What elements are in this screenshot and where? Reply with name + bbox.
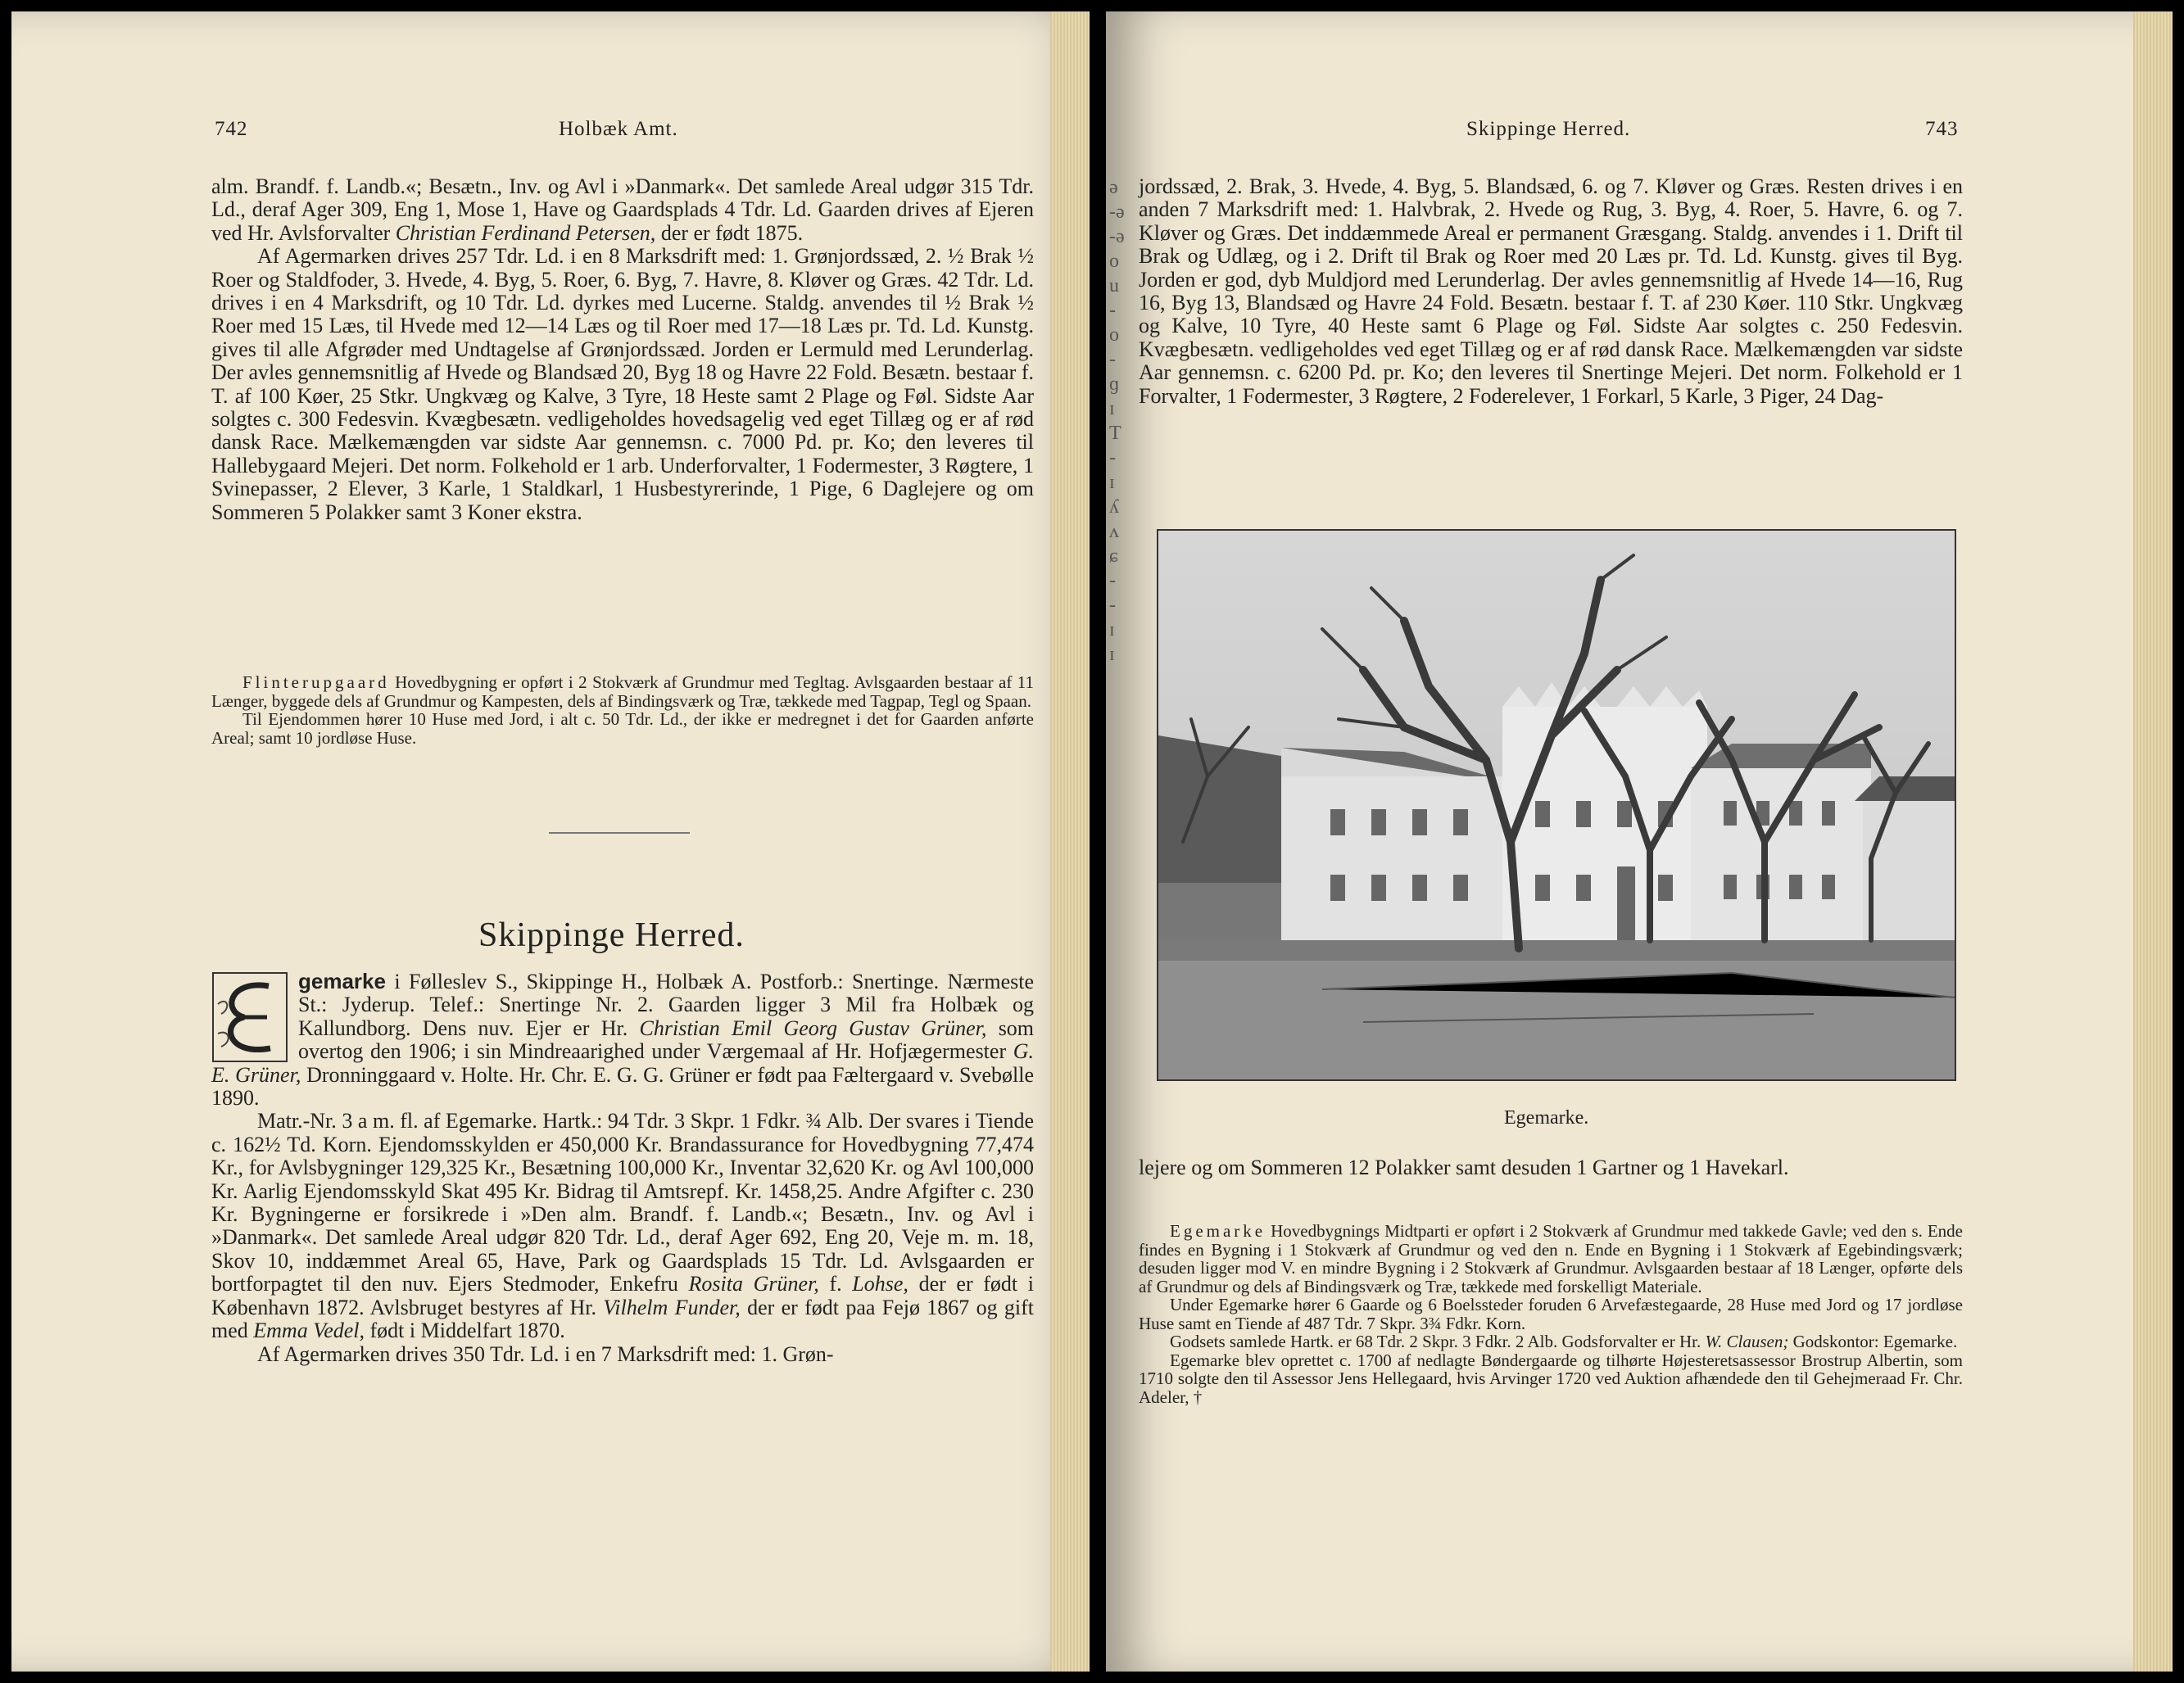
manor-photo-image xyxy=(1158,531,1955,1079)
page-edge-right xyxy=(2133,11,2173,1672)
dropcap-e-icon xyxy=(211,971,288,1063)
left-small-note-1: Flinterupgaard Hovedbygning er opført i 2 Stokværk af Grundmur med Tegltag. Avlsgaarden bestaar af 11 Længer, byggede dels af Grundmur og Kampesten, dels af Bindingsværk og Træ, tækkede med Tagpap, Tegl og Spaan. xyxy=(211,672,1035,711)
right-small-note-2: Under Egemarke hører 6 Gaarde og 6 Boelssteder foruden 6 Arvefæstegaarde, 28 Huse med Jord og 17 jordløse Huse samt en Tiende af 487 Tdr. 7 Skpr. 3¾ Fdkr. Korn. xyxy=(1139,1295,1963,1333)
right-body-bottom xyxy=(1139,1156,1963,1179)
bleed-through-marks: ə -ə -ə o u - o - ɡ ɪ T - ɪ ʎ ʌ ɕ - - ɪ ɪ xyxy=(1109,177,1125,665)
right-small-notes xyxy=(1139,1222,1963,1406)
page-number-left: 742 xyxy=(215,118,248,140)
left-body-entry xyxy=(211,970,1034,1366)
left-paragraph-1: alm. Brandf. f. Landb.«; Besætn., Inv. og Avl i »Danmark«. Det samlede Areal udgør 315 Tdr. Ld., deraf Ager 309, Eng 1, Mose 1, Have og Gaardsplads 4 Tdr. Ld. Gaarden drives af Ejeren ved Hr. Avlsforvalter Christian Ferdinand Petersen, der er født 1875. xyxy=(211,174,1034,245)
page-edge-left xyxy=(1050,11,1090,1672)
left-body-top xyxy=(211,175,1034,524)
section-divider xyxy=(549,832,690,834)
photo-caption: Egemarke. xyxy=(1504,1107,1589,1129)
left-paragraph-2: Af Agermarken drives 257 Tdr. Ld. i en 8 Marksdrift med: 1. Grønjordssæd, 2. ½ Brak ½ Roer og Staldfoder, 3. Hvede, 4. Byg, 5. Roer, 6. Byg, 7. Havre, 8. Kløver og Græs. 42 Tdr. Ld. drives i en 4 Marksdrift, og 10 Tdr. Ld. dyrkes med Lucerne. Staldg. anvendes til ½ Brak ½ Roer med 15 Læs, til Hvede med 12—14 Læs og til Roer med 17—18 Læs pr. Td. Ld. Kunstg. gives til alle Afgrøder med Undtagelse af Grønjordssæd. Jorden er Lermuld med Lerunderlag. Der avles gennemsnitlig af Hvede og Blandsæd 20, Byg 18 og Havre 22 Fold. Besætn. bestaar f. T. af 100 Køer, 25 Stkr. Ungkvæg og Kalve, 3 Tyre, 18 Heste samt 2 Plage og Føl. Sidste Aar solgtes c. 300 Fedesvin. Kvægbesætn. vedligeholdes hovedsagelig ved eget Tillæg og er af rød dansk Race. Mælkemængden var sidste Aar gennemsn. c. 7000 Pd. pr. Ko; den leveres til Hallebygaard Mejeri. Det norm. Folkehold er 1 arb. Underforvalter, 1 Fodermester, 3 Røgtere, 1 Svinepasser, 2 Elever, 3 Karle, 1 Staldkarl, 1 Husbestyrerinde, 1 Pige, 6 Daglejere og om Sommeren 5 Polakker samt 3 Koner ekstra. xyxy=(211,244,1034,524)
right-small-note-4: Egemarke blev oprettet c. 1700 af nedlagte Bøndergaarde og tilhørte Højesteretsassessor Brostrup Albertin, som 1710 solgte den til Assessor Jens Hellegaard, hvis Arvinger 1720 ved Auktion afhændede den til Gehejmeraad Fr. Chr. Adeler, † xyxy=(1139,1350,1963,1407)
egemarke-photo xyxy=(1157,529,1956,1081)
entry-egemarke: gemarke i Følleslev S., Skippinge H., Holbæk A. Postforb.: Snertinge. Nærmeste St.: Jyderup. Telef.: Snertinge Nr. 2. Gaarden ligger 3 Mil fra Holbæk og Kallundborg. Dens nuv. Ejer er Hr. Christian Emil Georg Gustav Grüner, som overtog den 1906; i sin Mindreaarighed under Værgemaal af Hr. Hofjægermester G. E. Grüner, Dronninggaard v. Holte. Hr. Chr. E. G. G. Grüner er født paa Fæltergaard v. Svebølle 1890. xyxy=(211,969,1035,1111)
left-small-notes xyxy=(211,673,1034,747)
right-body-top xyxy=(1139,175,1963,408)
left-small-note-2: Til Ejendommen hører 10 Huse med Jord, i alt c. 50 Tdr. Ld., der ikke er medregnet i det for Gaarden anførte Areal; samt 10 jordløse Huse. xyxy=(211,709,1034,748)
left-page xyxy=(11,11,1090,1672)
page-number-right: 743 xyxy=(1925,118,1959,140)
right-small-note-1: Egemarke Hovedbygnings Midtparti er opført i 2 Stokværk af Grundmur med takkede Gavle; ved den s. Ende findes en Bygning i 1 Stokværk af Grundmur og ved den n. Ende en Bygning i 1 Stokværk af Egebindingsværk; desuden ligger mod V. en mindre Bygning i 2 Stokværk af Grundmur. Avlsgaarden bestaar af 18 Længer, opførte dels af Grundmur og dels af Bindingsværk og Træ, tækkede med forskelligt Materiale. xyxy=(1139,1221,1963,1296)
right-paragraph-1: jordssæd, 2. Brak, 3. Hvede, 4. Byg, 5. Blandsæd, 6. og 7. Kløver og Græs. Resten drives i en anden 7 Marksdrift med: 1. Halvbrak, 2. Hvede og Rug, 3. Byg, 4. Roer, 5. Havre, 6. og 7. Kløver og Græs. Det inddæmmede Areal er permanent Græsgang. Staldg. anvendes i 1. Drift til Brak og Udlæg, og i 2. Drift til Brak og Roer med 20 Læs pr. Td. Ld. Kunstg. gives til Byg. Jorden er god, dyb Muldjord med Lerunderlag. Der avles gennemsnitlig af Hvede 14—16, Rug 16, Byg 13, Blandsæd og Havre 24 Fold. Besætn. bestaar f. T. af 230 Køer. 110 Stkr. Ungkvæg og Kalve, 10 Tyre, 40 Heste samt 6 Plage og Føl. Sidste Aar solgtes c. 250 Fedesvin. Kvægbesætn. vedligeholdes ved eget Tillæg og er af rød dansk Race. Mælkemængden var sidste Aar gennemsn. c. 6200 Pd. pr. Ko; den leveres til Snertinge Mejeri. Det norm. Folkehold er 1 Forvalter, 1 Fodermester, 3 Røgtere, 2 Foderelever, 1 Forkarl, 5 Karle, 3 Piger, 24 Dag- xyxy=(1139,174,1963,408)
running-head-left: Holbæk Amt. xyxy=(559,118,678,140)
right-small-note-3: Godsets samlede Hartk. er 68 Tdr. 2 Skpr. 3 Fdkr. 2 Alb. Godsforvalter er Hr. W. Clausen; Godskontor: Egemarke. xyxy=(1170,1332,1958,1351)
right-page xyxy=(1106,11,2173,1672)
running-head-right: Skippinge Herred. xyxy=(1466,118,1631,140)
entry-egemarke-agriculture: Af Agermarken drives 350 Tdr. Ld. i en 7 Marksdrift med: 1. Grøn- xyxy=(257,1341,834,1366)
right-paragraph-2: lejere og om Sommeren 12 Polakker samt desuden 1 Gartner og 1 Havekarl. xyxy=(1139,1156,1789,1179)
section-heading: Skippinge Herred. xyxy=(478,916,745,954)
entry-egemarke-valuation: Matr.-Nr. 3 a m. fl. af Egemarke. Hartk.: 94 Tdr. 3 Skpr. 1 Fdkr. ¾ Alb. Der svares i Tiende c. 162½ Td. Korn. Ejendomsskylden er 450,000 Kr. Brandassurance for Hovedbygning 77,474 Kr., for Avlsbygninger 129,325 Kr., Besætning 100,000 Kr., Inventar 32,620 Kr. og Avl 100,000 Kr. Aarlig Ejendomsskyld Skat 495 Kr. Bidrag til Amtsrepf. Kr. 1458,25. Andre Afgifter c. 230 Kr. Bygningerne er forsikrede i »Den alm. Brandf. f. Landb.«; Besætn., Inv. og Avl i »Danmark«. Det samlede Areal udgør 820 Tdr. Ld., deraf Ager 692, Eng 20, Veje m. m. 18, Skov 10, inddæmmet Areal 65, Have, Park og Gaardsplads 15 Tdr. Ld. Avlsgaarden er bortforpagtet til den nuv. Ejers Stedmoder, Enkefru Rosita Grüner, f. Lohse, der er født i København 1872. Avlsbruget bestyres af Hr. Vilhelm Funder, der er født paa Fejø 1867 og gift med Emma Vedel, født i Middelfart 1870. xyxy=(211,1109,1035,1343)
